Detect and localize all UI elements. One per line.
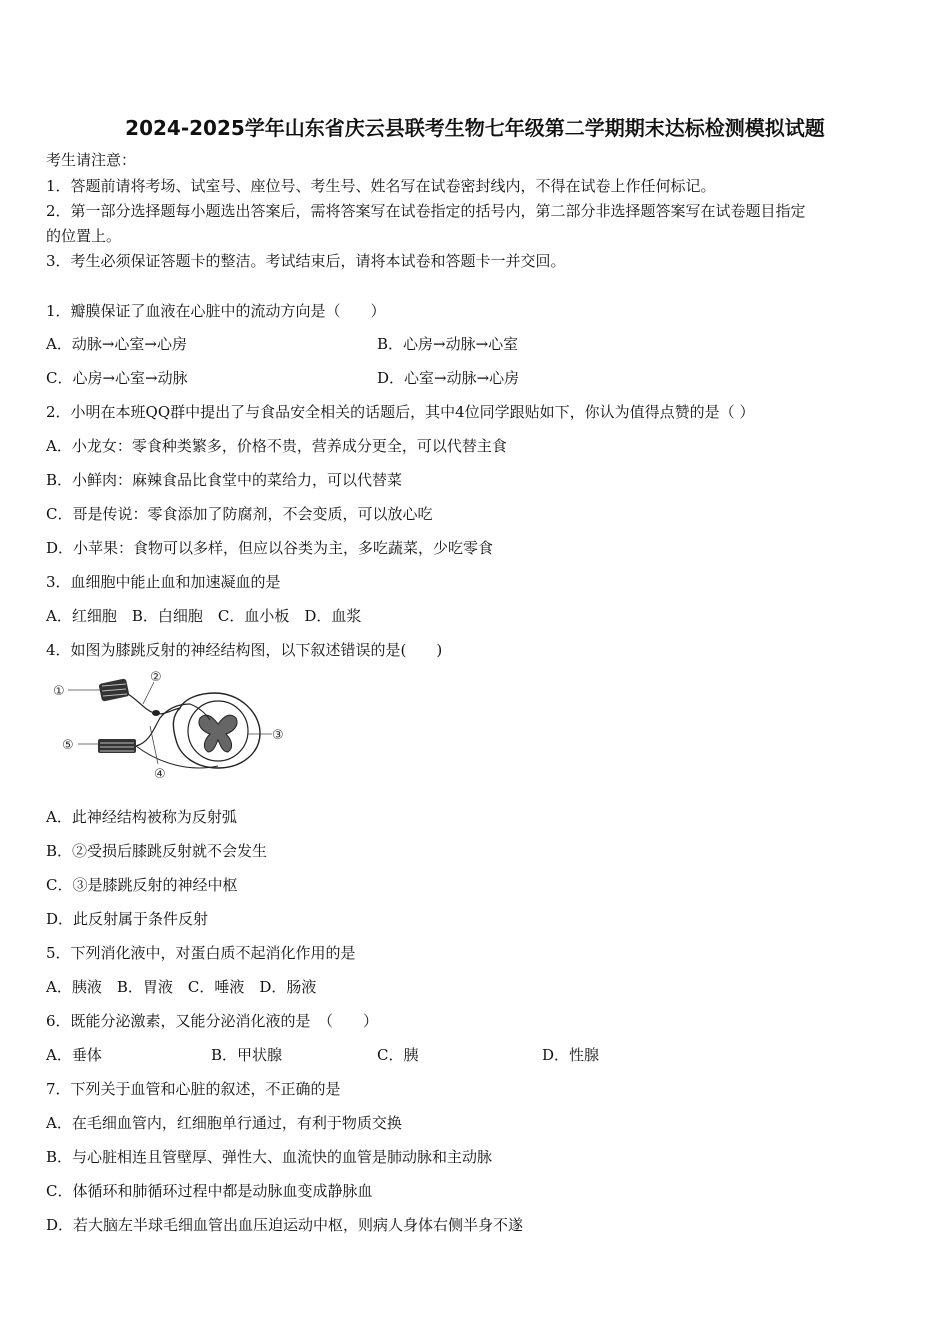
option-b: B．与心脏相连且管壁厚、弹性大、血流快的血管是肺动脉和主动脉 <box>46 1148 493 1166</box>
option-d: D．小苹果：食物可以多样，但应以谷类为主，多吃蔬菜，少吃零食 <box>46 539 494 557</box>
option-c: C．哥是传说：零食添加了防腐剂，不会变质，可以放心吃 <box>46 505 433 523</box>
question-stem: 3．血细胞中能止血和加速凝血的是 <box>46 573 281 591</box>
question-stem: 6．既能分泌激素，又能分泌消化液的是 （ ） <box>46 1012 379 1030</box>
effector-shape <box>98 739 136 753</box>
option-c: C．胰 <box>377 1046 419 1064</box>
notice-item: 3．考生必须保证答题卡的整洁。考试结束后，请将本试卷和答题卡一并交回。 <box>46 252 566 270</box>
question-stem: 2．小明在本班QQ群中提出了与食品安全相关的话题后，其中4位同学跟贴如下，你认为值得点赞的是（ ） <box>46 403 755 421</box>
option-d: D．心室→动脉→心房 <box>377 369 520 387</box>
question-stem: 7．下列关于血管和心脏的叙述，不正确的是 <box>46 1080 341 1098</box>
option-a: A．动脉→心室→心房 <box>46 335 187 353</box>
option-a: A．垂体 <box>46 1046 102 1064</box>
option-a: A．此神经结构被称为反射弧 <box>46 808 237 826</box>
label-1: ① <box>53 684 65 699</box>
muscle-receptor-shape <box>98 678 129 701</box>
exam-title: 2024-2025学年山东省庆云县联考生物七年级第二学期期末达标检测模拟试题 <box>125 116 825 140</box>
option-c: C．③是膝跳反射的神经中枢 <box>46 876 238 894</box>
option-b: B．甲状腺 <box>211 1046 283 1064</box>
option-b: B．小鲜肉：麻辣食品比食堂中的菜给力，可以代替菜 <box>46 471 403 489</box>
option-a: A．在毛细血管内，红细胞单行通过，有利于物质交换 <box>46 1114 402 1132</box>
question-stem: 5．下列消化液中，对蛋白质不起消化作用的是 <box>46 944 356 962</box>
label-5: ⑤ <box>62 738 74 753</box>
notice-item: 1．答题前请将考场、试室号、座位号、考生号、姓名写在试卷密封线内，不得在试卷上作任何标记。 <box>46 177 716 195</box>
option-a: A．小龙女：零食种类繁多，价格不贵，营养成分更全，可以代替主食 <box>46 437 507 455</box>
notice-item: 2．第一部分选择题每小题选出答案后，需将答案写在试卷指定的括号内，第二部分非选择题答案写在试卷题目指定 <box>46 202 806 220</box>
notice-heading: 考生请注意： <box>46 151 137 169</box>
question-stem: 4．如图为膝跳反射的神经结构图，以下叙述错误的是( ) <box>46 641 443 659</box>
label-3: ③ <box>272 728 284 743</box>
knee-jerk-reflex-diagram <box>50 668 290 782</box>
option-c: C．心房→心室→动脉 <box>46 369 188 387</box>
label-4: ④ <box>154 767 166 782</box>
option-c: C．体循环和肺循环过程中都是动脉血变成静脉血 <box>46 1182 373 1200</box>
options-row: A．胰液 B．胃液 C．唾液 D．肠液 <box>46 978 317 996</box>
option-d: D．若大脑左半球毛细血管出血压迫运动中枢，则病人身体右侧半身不遂 <box>46 1216 524 1234</box>
notice-item: 的位置上。 <box>46 227 122 245</box>
label-2: ② <box>150 670 162 685</box>
option-b: B．②受损后膝跳反射就不会发生 <box>46 842 268 860</box>
option-d: D．此反射属于条件反射 <box>46 910 209 928</box>
question-stem: 1．瓣膜保证了血液在心脏中的流动方向是（ ） <box>46 302 386 320</box>
option-b: B．心房→动脉→心室 <box>377 335 519 353</box>
option-d: D．性腺 <box>542 1046 600 1064</box>
options-row: A．红细胞 B．白细胞 C．血小板 D．血浆 <box>46 607 362 625</box>
